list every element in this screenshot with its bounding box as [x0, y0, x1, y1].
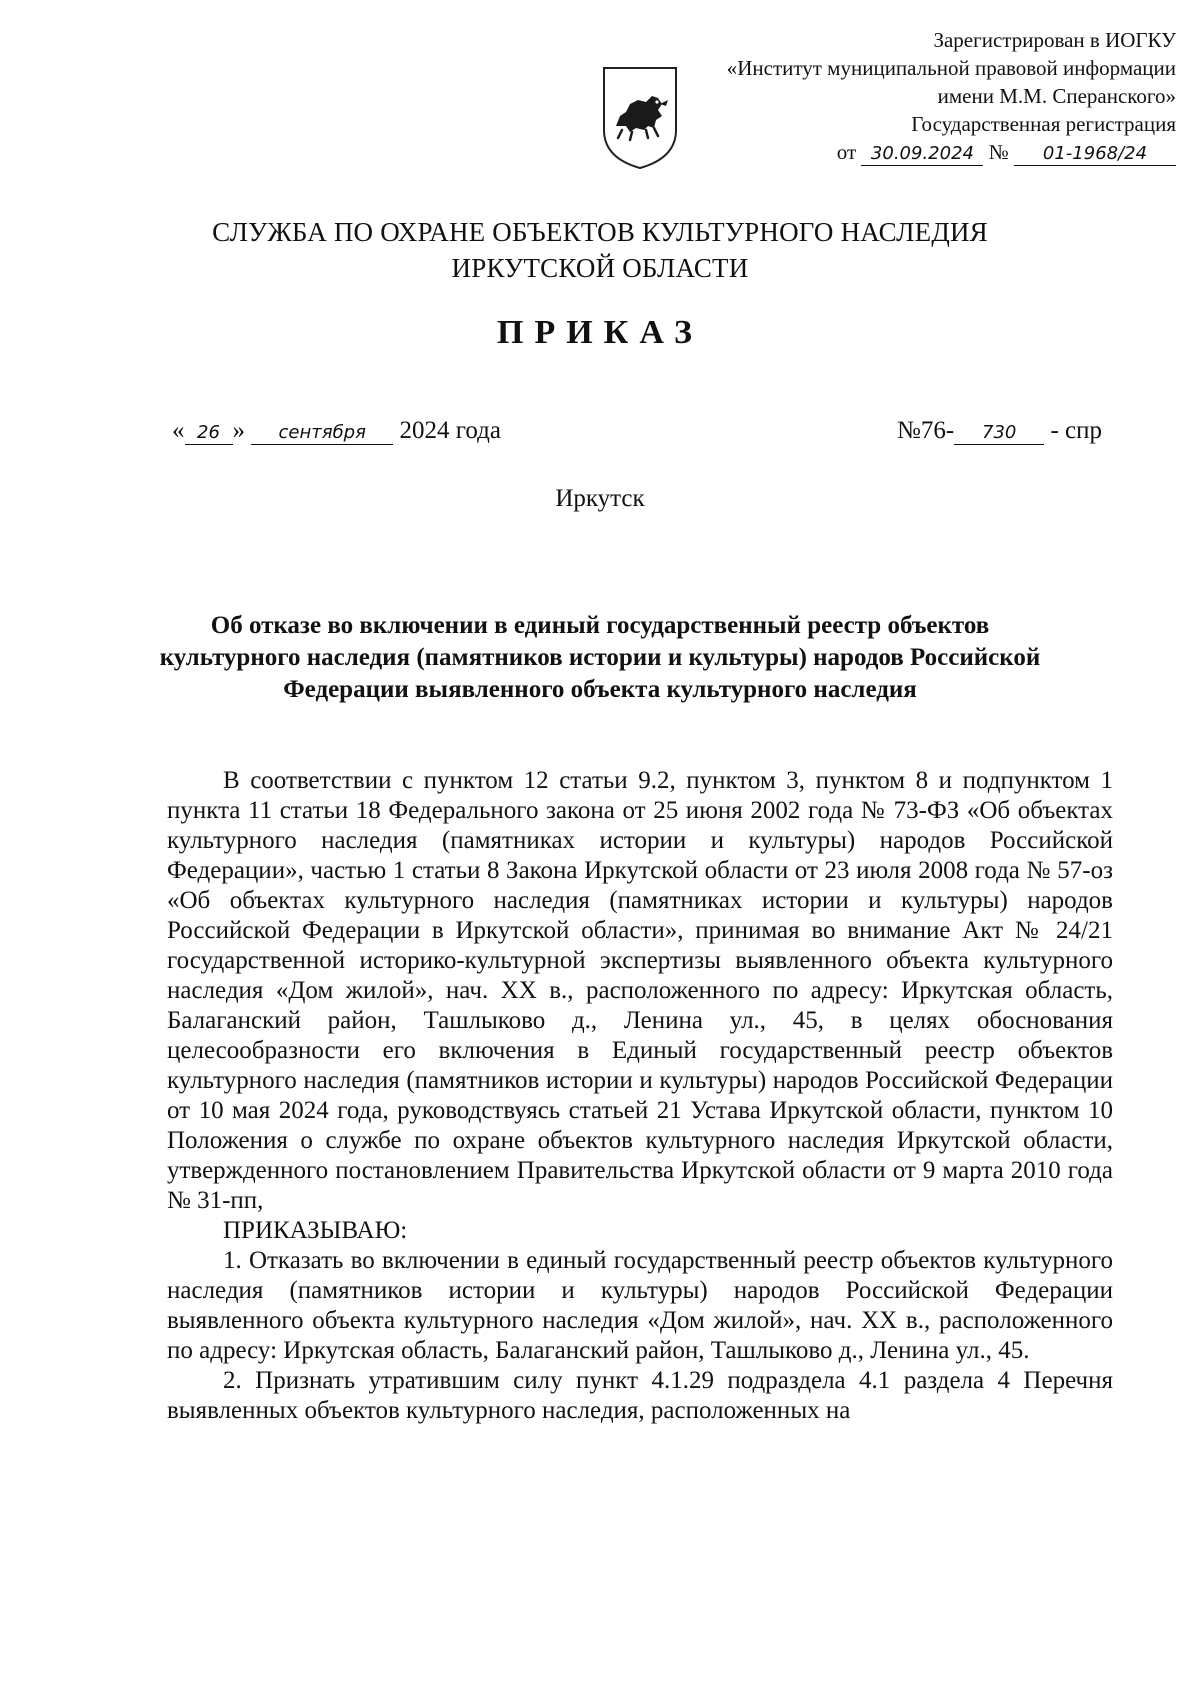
- registration-line-1: Зарегистрирован в ИОГКУ: [933, 28, 1176, 52]
- order-body: [167, 766, 1113, 1426]
- order-date-month: сентября: [251, 422, 393, 445]
- order-item-1: 1. Отказать во включении в единый государственный реестр объектов культурного наследия (памятников истории и культуры) народов Российской Федерации выявленного объекта культурного наследия «Дом жилой», нач. XX в., расположенного по адресу: Иркутская область, Балаганский район, Ташлыково д., Ленина ул., 45.: [167, 1247, 1113, 1364]
- date-open-quote: «: [172, 417, 185, 444]
- registration-number-value: 01-1968/24: [1014, 143, 1176, 166]
- registration-line-2: «Институт муниципальной правовой информации: [726, 56, 1176, 80]
- order-item-2: 2. Признать утратившим силу пункт 4.1.29 подраздела 4.1 раздела 4 Перечня выявленных объектов культурного наследия, расположенных на: [167, 1367, 1113, 1424]
- order-number-prefix: №76-: [897, 417, 955, 444]
- agency-line-1: СЛУЖБА ПО ОХРАНЕ ОБЪЕКТОВ КУЛЬТУРНОГО НАСЛЕДИЯ: [212, 217, 988, 247]
- registration-number-prefix: №: [988, 140, 1009, 164]
- registration-line-3: имени М.М. Сперанского»: [937, 84, 1176, 108]
- order-date: [172, 417, 501, 445]
- command-word: ПРИКАЗЫВАЮ:: [223, 1217, 408, 1244]
- preamble-paragraph: В соответствии с пунктом 12 статьи 9.2, пунктом 3, пунктом 8 и подпунктом 1 пункта 11 статьи 18 Федерального закона от 25 июня 2002 года № 73-ФЗ «Об объектах культурного наследия (памятниках истории и культуры) народов Российской Федерации», частью 1 статьи 8 Закона Иркутской области от 23 июля 2008 года № 57-оз «Об объектах культурного наследия (памятниках истории и культуры) народов Российской Федерации в Иркутской области», принимая во внимание Акт № 24/21 государственной историко-культурной экспертизы выявленного объекта культурного наследия «Дом жилой», нач. XX в., расположенного по адресу: Иркутская область, Балаганский район, Ташлыково д., Ленина ул., 45, в целях обоснования целесообразности его включения в Единый государственный реестр объектов культурного наследия (памятников истории и культуры) народов Российской Федерации от 10 мая 2024 года, руководствуясь статьей 21 Устава Иркутской области, пунктом 10 Положения о службе по охране объектов культурного наследия Иркутской области, утвержденного постановлением Правительства Иркутской области от 9 марта 2010 года № 31-пп,: [167, 767, 1113, 1214]
- registration-line-4: Государственная регистрация: [911, 112, 1176, 136]
- registration-date-number-line: [656, 138, 1176, 166]
- agency-line-2: ИРКУТСКОЙ ОБЛАСТИ: [451, 253, 749, 283]
- order-number: [897, 417, 1102, 445]
- order-number-value: 730: [954, 422, 1044, 445]
- document-type-heading: ПРИКАЗ: [497, 314, 703, 351]
- agency-header: [0, 214, 1200, 286]
- registration-stamp: [656, 26, 1176, 166]
- order-number-suffix: - спр: [1050, 417, 1102, 444]
- date-close-quote: »: [232, 417, 245, 444]
- order-title: Об отказе во включении в единый государственный реестр объектов культурного наследия (памятников истории и культуры) народов Российской Федерации выявленного объекта культурного наследия: [159, 612, 1041, 703]
- registration-date-prefix: от: [836, 140, 857, 164]
- order-date-day: 26: [185, 422, 233, 445]
- city-name: Иркутск: [555, 485, 645, 512]
- registration-date-value: 30.09.2024: [861, 143, 983, 166]
- order-date-year: 2024 года: [399, 417, 501, 444]
